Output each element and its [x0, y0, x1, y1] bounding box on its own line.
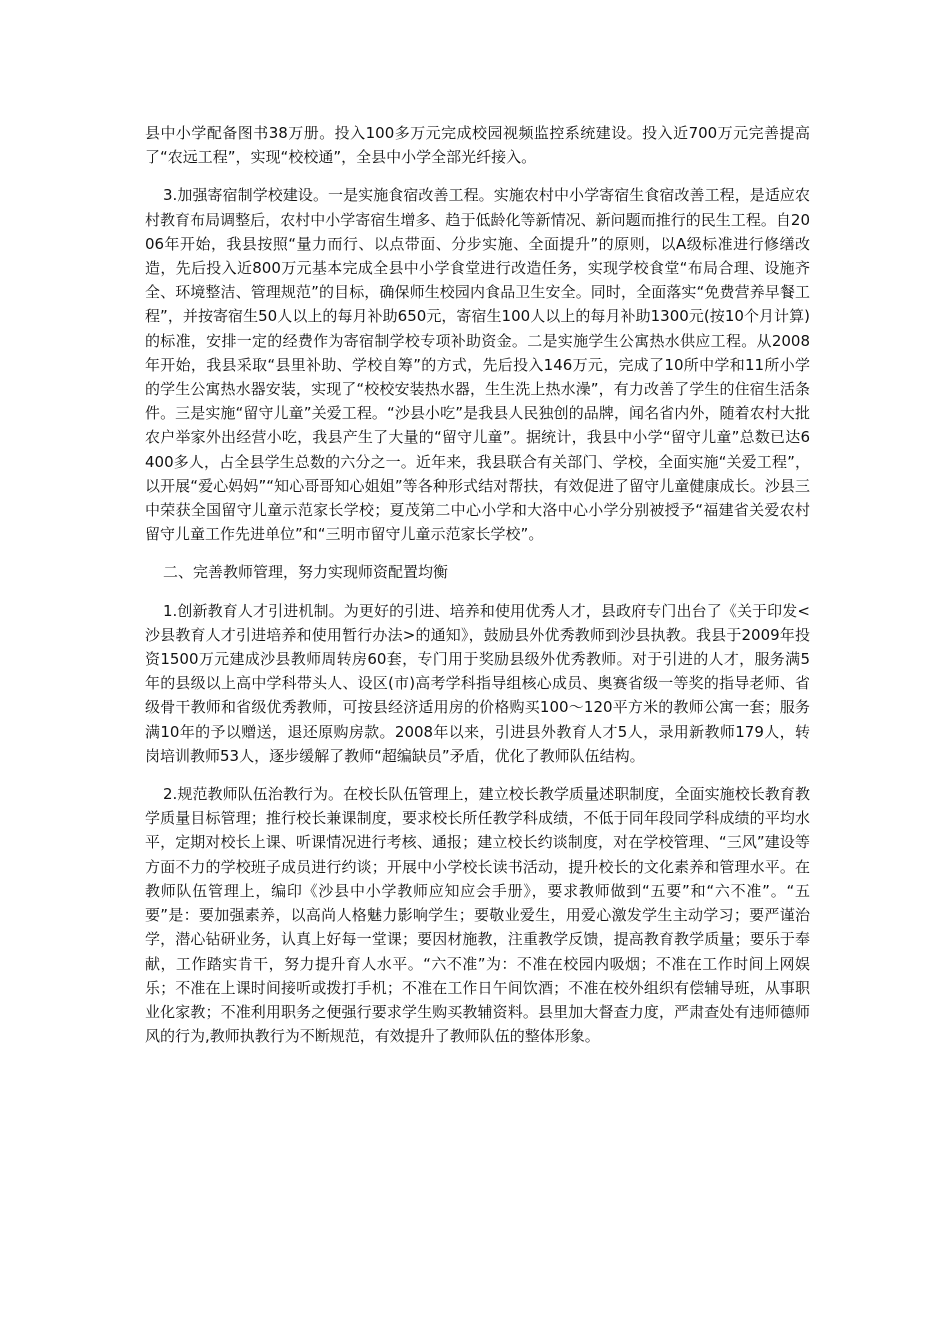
paragraph-talent-recruitment: 1.创新教育人才引进机制。为更好的引进、培养和使用优秀人才，县政府专门出台了《关于印发<沙县教育人才引进培养和使用暂行办法>的通知》，鼓励县外优秀教师到沙县执教。我县于2009年投资1500万元建成沙县教师周转房60套，专门用于奖励县级外优秀教师。对于引进的人才，服务满5年的县级以上高中学科带头人、设区(市)高考学科指导组核心成员、奥赛省级一等奖的指导老师、省级骨干教师和省级优秀教师，可按县经济适用房的价格购买100～120平方米的教师公寓一套；服务满10年的予以赠送，退还原购房款。2008年以来，引进县外教育人才5人，录用新教师179人，转岗培训教师53人，逐步缓解了教师“超编缺员”矛盾，优化了教师队伍结构。	[145, 601, 810, 765]
paragraph-infrastructure: 县中小学配备图书38万册。投入100多万元完成校园视频监控系统建设。投入近700万元完善提高了“农远工程”，实现“校校通”，全县中小学全部光纤接入。	[145, 124, 810, 167]
paragraph-boarding-schools: 3.加强寄宿制学校建设。一是实施食宿改善工程。实施农村中小学寄宿生食宿改善工程，是适应农村教育布局调整后，农村中小学寄宿生增多、趋于低龄化等新情况、新问题而推行的民生工程。自2006年开始，我县按照“量力而行、以点带面、分步实施、全面提升”的原则，以A级标准进行修缮改造，先后投入近800万元基本完成全县中小学食堂进行改造任务，实现学校食堂“布局合理、设施齐全、环境整洁、管理规范”的目标，确保师生校园内食品卫生安全。同时，全面落实“免费营养早餐工程”，并按寄宿生50人以上的每月补助650元，寄宿生100人以上的每月补助1300元(按10个月计算)的标准，安排一定的经费作为寄宿制学校专项补助资金。二是实施学生公寓热水供应工程。从2008年开始，我县采取“县里补助、学校自筹”的方式，先后投入146万元，完成了10所中学和11所小学的学生公寓热水器安装，实现了“校校安装热水器，生生洗上热水澡”，有力改善了学生的住宿生活条件。三是实施“留守儿童”关爱工程。“沙县小吃”是我县人民独创的品牌，闻名省内外，随着农村大批农户举家外出经营小吃，我县产生了大量的“留守儿童”。据统计，我县中小学“留守儿童”总数已达6400多人，占全县学生总数的六分之一。近年来，我县联合有关部门、学校，全面实施“关爱工程”，以开展“爱心妈妈”“知心哥哥知心姐姐”等各种形式结对帮扶，有效促进了留守儿童健康成长。沙县三中荣获全国留守儿童示范家长学校；夏茂第二中心小学和大洛中心小学分别被授予“福建省关爱农村留守儿童工作先进单位”和“三明市留守儿童示范家长学校”。	[145, 186, 810, 544]
section-heading-teacher-management: 二、完善教师管理，努力实现师资配置均衡	[163, 563, 449, 582]
paragraph-teacher-conduct: 2.规范教师队伍治教行为。在校长队伍管理上，建立校长教学质量述职制度，全面实施校长教育教学质量目标管理；推行校长兼课制度，要求校长所任教学科成绩，不低于同年段同学科成绩的平均水平，定期对校长上课、听课情况进行考核、通报；建立校长约谈制度，对在学校管理、“三风”建设等方面不力的学校班子成员进行约谈；开展中小学校长读书活动，提升校长的文化素养和管理水平。在教师队伍管理上，编印《沙县中小学教师应知应会手册》，要求教师做到“五要”和“六不准”。“五要”是：要加强素养，以高尚人格魅力影响学生；要敬业爱生，用爱心激发学生主动学习；要严谨治学，潜心钻研业务，认真上好每一堂课；要因材施教，注重教学反馈，提高教育教学质量；要乐于奉献，工作踏实肯干，努力提升育人水平。“六不准”为：不准在校园内吸烟；不准在工作时间上网娱乐；不准在上课时间接听或拨打手机；不准在工作日午间饮酒；不准在校外组织有偿辅导班，从事职业化家教；不准利用职务之便强行要求学生购买教辅资料。县里加大督查力度，严肃查处有违师德师风的行为,教师执教行为不断规范，有效提升了教师队伍的整体形象。	[145, 785, 810, 1046]
document-body	[145, 121, 810, 1062]
